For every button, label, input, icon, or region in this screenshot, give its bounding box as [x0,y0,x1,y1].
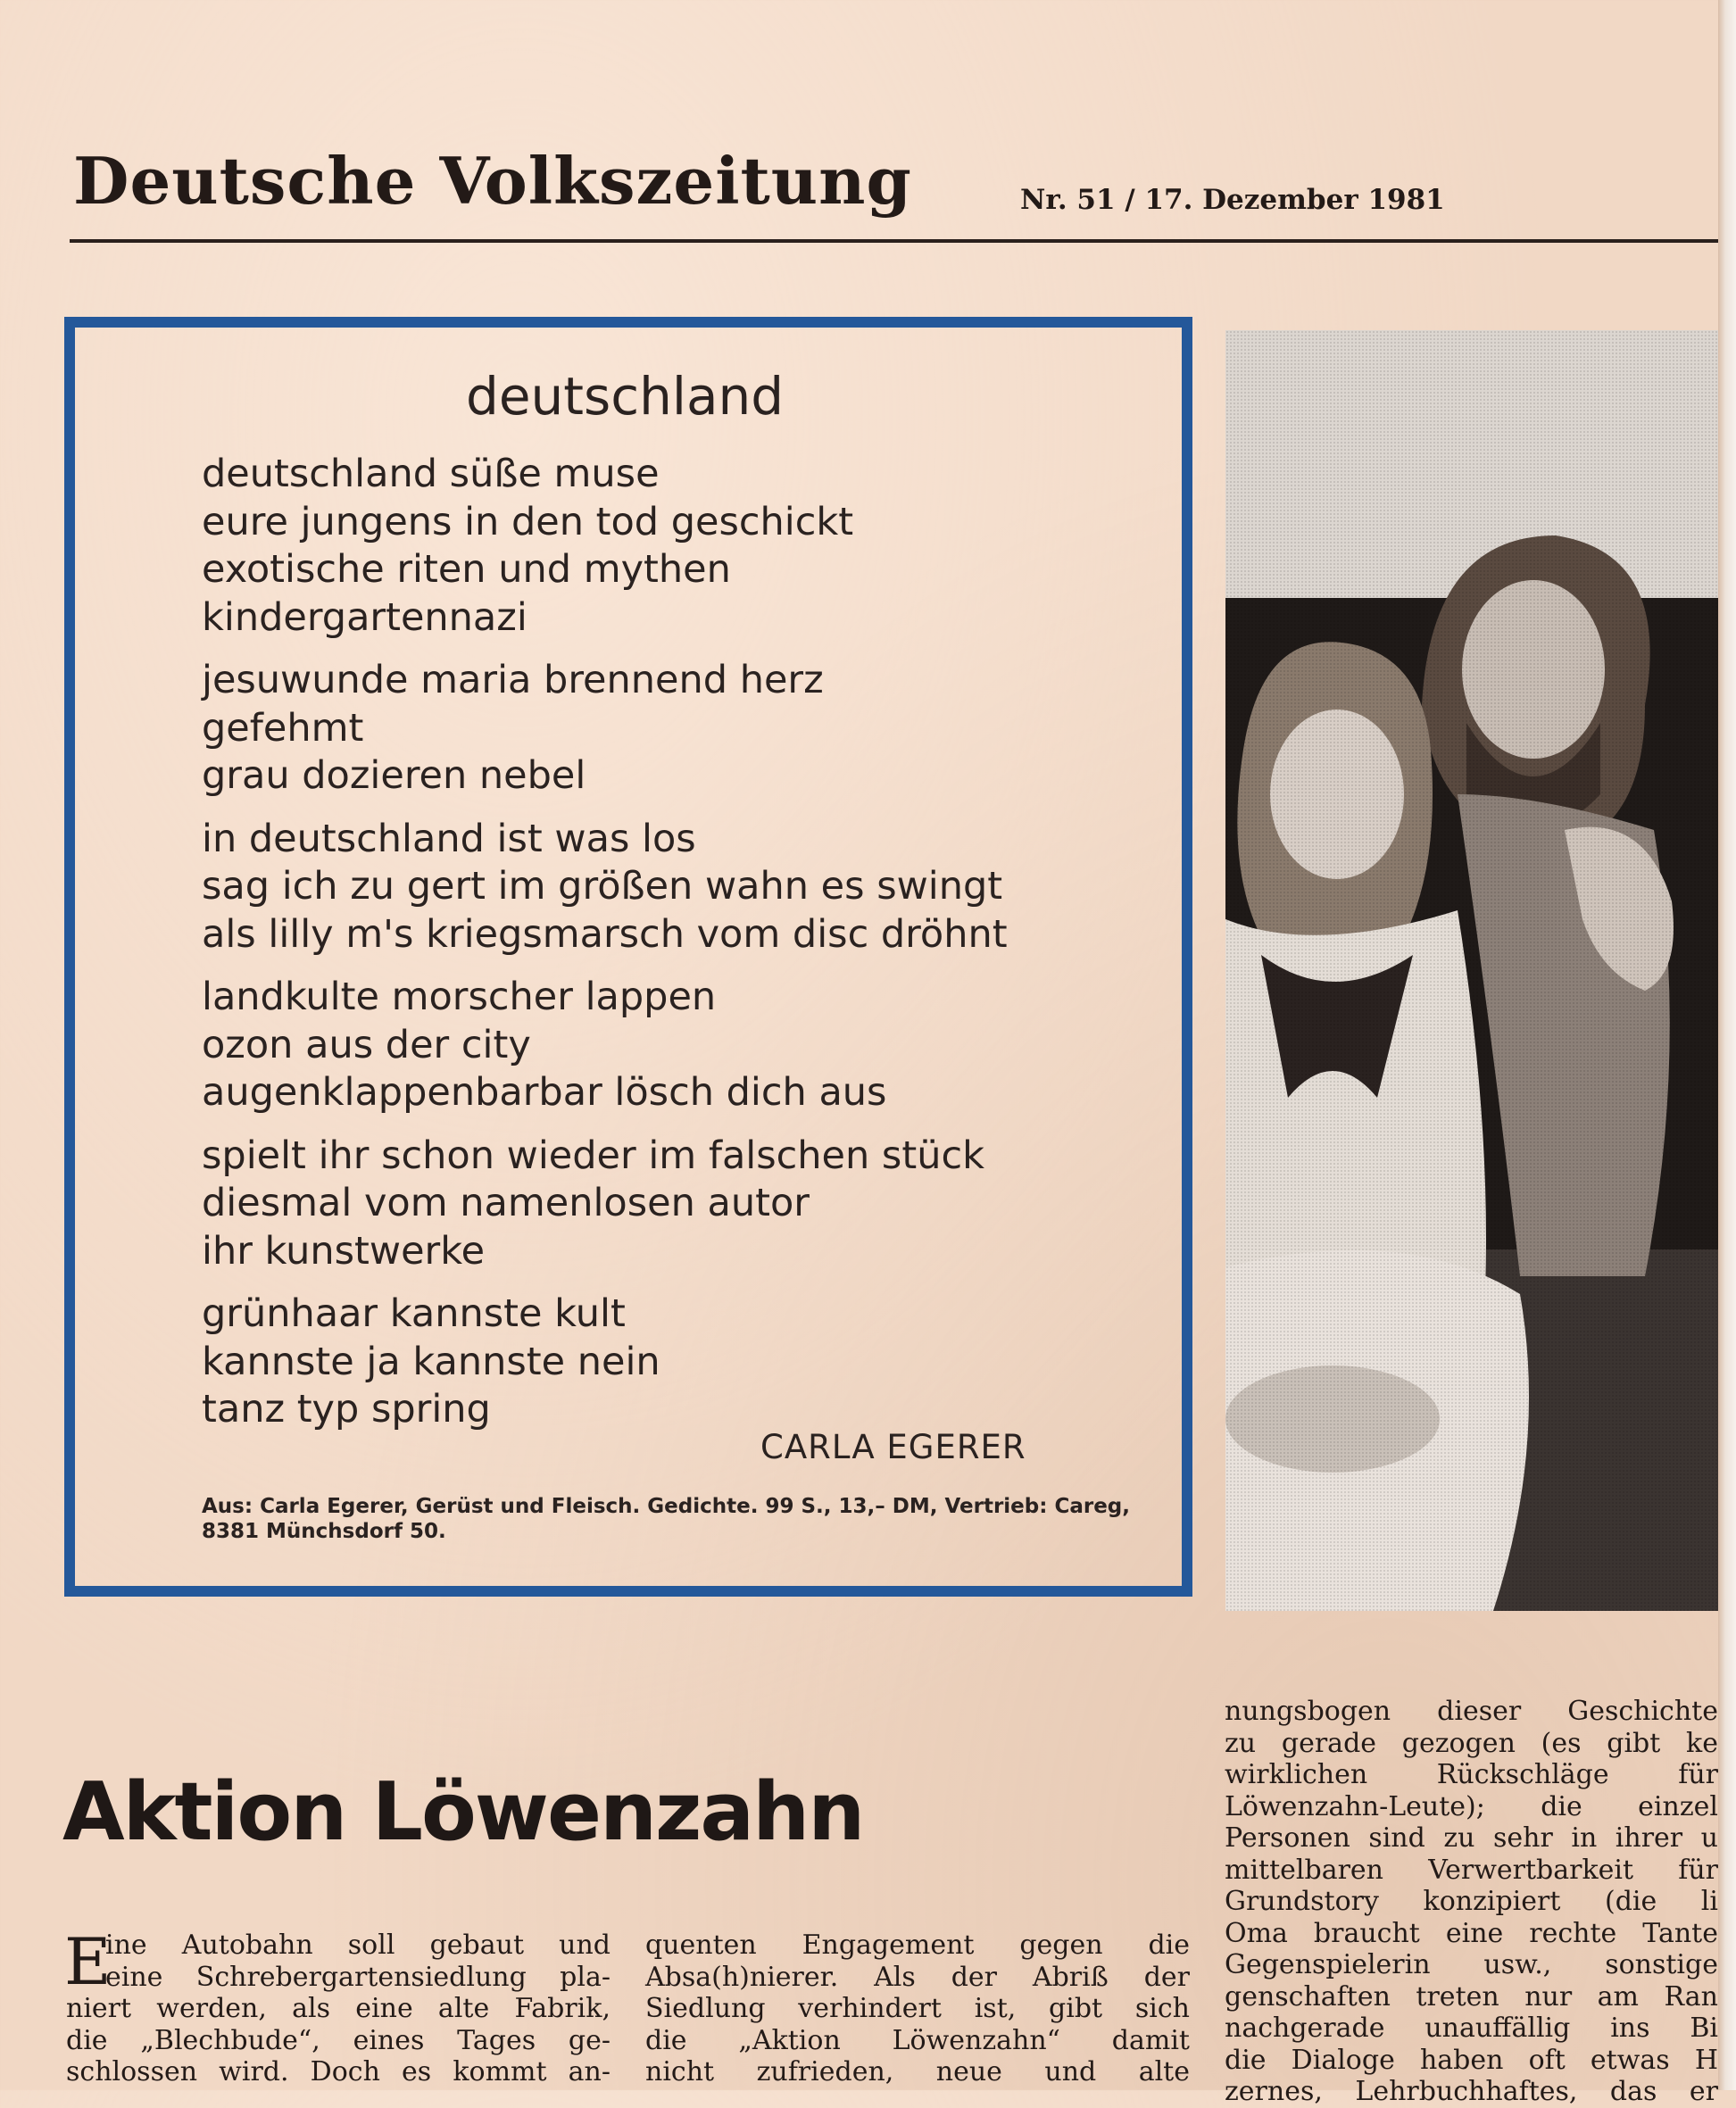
poem-stanza [202,816,1148,959]
poem-line: ihr kunstwerke [202,1228,486,1274]
poem-stanza [202,1291,1148,1434]
poem-line: in deutschland ist was los [202,816,696,861]
text-line: Löwenzahn-Leute); die einzel [1225,1790,1718,1822]
poem-body [202,451,1148,1449]
text-line: eine Schrebergartensiedlung pla- [105,1961,611,1993]
poem-stanza [202,1133,1148,1276]
poem-line: grünhaar kannste kult [202,1291,626,1336]
text-line: wirklichen Rückschläge für [1225,1759,1718,1790]
poem-line: kannste ja kannste nein [202,1339,660,1384]
poem-line: jesuwunde maria brennend herz [202,658,824,702]
poem-line: kindergartennazi [202,594,527,640]
text-line: ine Autobahn soll gebaut und [105,1930,611,1961]
poem-title: deutschland [466,366,785,427]
poem-line: eure jungens in den tod geschickt [202,499,854,544]
text-line: nachgerade unauffällig ins Bi [1225,2013,1718,2044]
text-line: die „Blechbude“, eines Tages ge- [66,2024,611,2056]
newspaper-title: Deutsche Volkszeitung [73,143,912,219]
poem-line: grau dozieren nebel [202,753,586,798]
poem-line: deutschland süße muse [202,452,660,496]
poem-line: ozon aus der city [202,1022,531,1067]
text-line: die „Aktion Löwenzahn“ damit [645,2024,1190,2056]
text-line: Gegenspielerin usw., sonstige [1225,1949,1718,1980]
poem-source-note: Aus: Carla Egerer, Gerüst und Fleisch. Gedichte. 99 S., 13,– DM, Vertrieb: Careg, 8381 Münchsdorf 50. [202,1495,1130,1543]
text-line: Personen sind zu sehr in ihrer u [1225,1822,1718,1854]
poem-line: gefehmt [202,705,364,751]
text-line: Siedlung verhindert ist, gibt sich [645,1993,1190,2024]
text-line: Oma braucht eine rechte Tante [1225,1917,1718,1949]
article-headline: Aktion Löwenzahn [62,1765,864,1859]
text-line: Grundstory konzipiert (die li [1225,1886,1718,1917]
text-line: die Dialoge haben oft etwas H [1225,2044,1718,2076]
poem-line: augenklappenbarbar lösch dich aus [202,1070,887,1115]
poem-line: exotische riten und mythen [202,547,731,592]
article-column-3 [1225,1696,1718,2108]
text-line: nungsbogen dieser Geschichte [1225,1696,1718,1727]
poem-stanza [202,451,1148,642]
poem-line: spielt ihr schon wieder im falschen stück [202,1133,984,1178]
poem-author: CARLA EGERER [760,1428,1026,1466]
text-line: mittelbaren Verwertbarkeit für [1225,1854,1718,1886]
text-line: quenten Engagement gegen die [645,1930,1190,1961]
masthead-rule [70,239,1718,243]
text-line: niert werden, als eine alte Fabrik, [66,1993,611,2024]
poem-line: landkulte morscher lappen [202,975,717,1019]
text-line: zu gerade gezogen (es gibt ke [1225,1727,1718,1759]
poem-stanza [202,974,1148,1117]
poem-line: als lilly m's kriegsmarsch vom disc dröhnt [202,911,1008,957]
text-line: genschaften treten nur am Ran [1225,1980,1718,2013]
poem-stanza [202,657,1148,801]
issue-date: Nr. 51 / 17. Dezember 1981 [1020,184,1445,216]
page-edge [1718,0,1736,2090]
drop-cap: E [64,1924,112,1999]
text-line: Absa(h)nierer. Als der Abriß der [645,1961,1190,1993]
photo-two-people [1225,330,1718,1611]
text-line: schlossen wird. Doch es kommt an- [66,2056,611,2087]
poem-line: diesmal vom namenlosen autor [202,1181,810,1225]
text-line: nicht zufrieden, neue und alte [645,2056,1190,2087]
text-line: zernes, Lehrbuchhaftes, das er [1225,2076,1718,2107]
poem-line: sag ich zu gert im größen wahn es swingt [202,864,1003,909]
poem-line: tanz typ spring [202,1387,491,1432]
article-column-2 [645,1930,1190,2088]
article-column-1 [64,1924,611,2088]
